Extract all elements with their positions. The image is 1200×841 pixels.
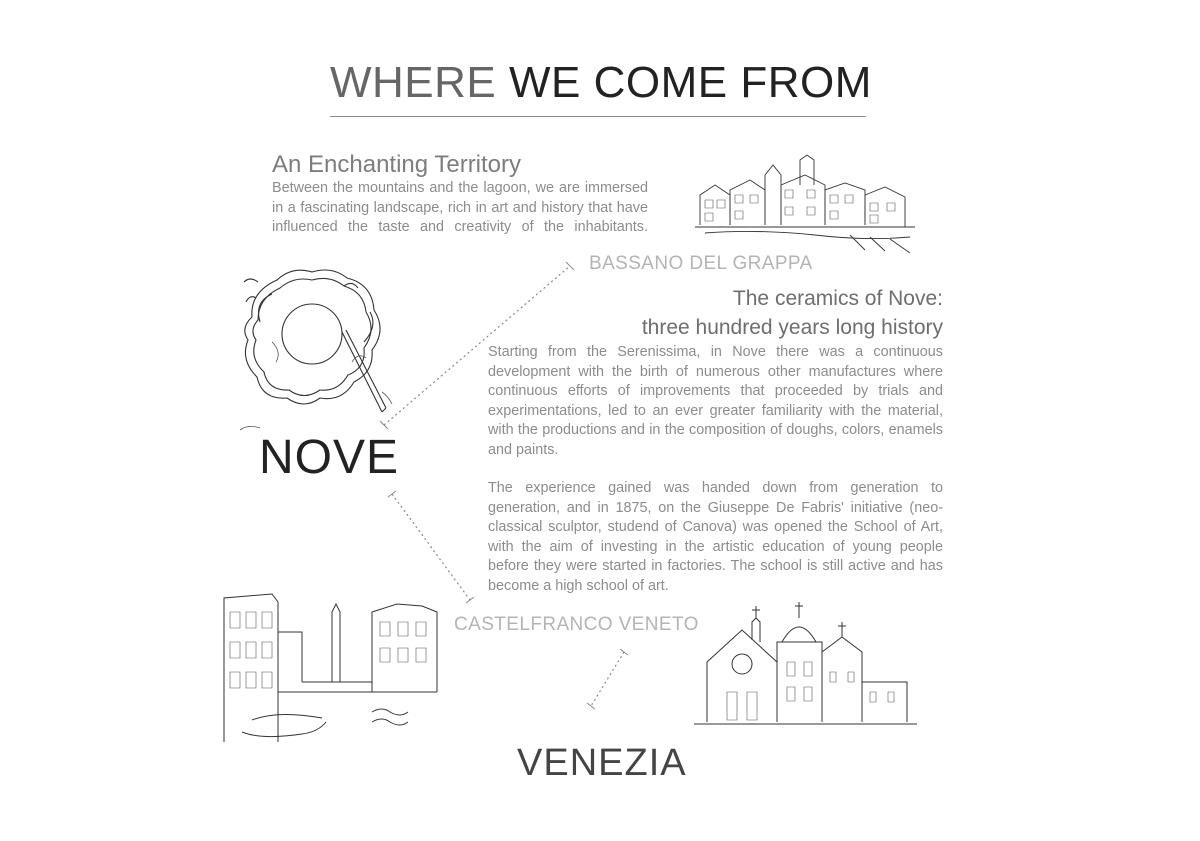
ceramics-heading — [642, 284, 943, 342]
castelfranco-church-sketch — [692, 592, 922, 742]
title-light: WHERE — [330, 58, 497, 107]
label-bassano: BASSANO DEL GRAPPA — [589, 253, 813, 274]
ceramics-heading-line: The ceramics of Nove: — [732, 287, 943, 310]
label-nove: NOVE — [259, 431, 400, 484]
intro-text — [272, 179, 648, 238]
connector-castelfranco-venezia — [591, 652, 624, 706]
intro-line: influenced the taste and creativity of the inhabitants. — [272, 219, 648, 235]
page-title — [330, 58, 872, 108]
intro-line: Between the mountains and the lagoon, we are immersed — [272, 180, 648, 196]
ceramics-paragraph-2: The experience gained was handed down from generation to generation, and in 1875, on the Giuseppe De Fabris' initiative (neo-classical sculptor, studend of Canova) was opened the School of Art, with the aim of investing in the artistic education of young people before they were started in factories. The school is still active and has become a high school of art. — [488, 480, 943, 594]
venice-canal-sketch — [222, 592, 442, 752]
ceramics-heading-line: three hundred years long history — [641, 316, 943, 339]
title-dark: WE COME FROM — [509, 58, 872, 107]
intro-subtitle: An Enchanting Territory — [272, 151, 522, 178]
label-castelfranco: CASTELFRANCO VENETO — [454, 614, 699, 635]
bassano-town-sketch — [695, 155, 925, 255]
connector-nove-castelfranco — [392, 494, 470, 600]
ceramics-paragraph-1: Starting from the Serenissima, in Nove there was a continuous development with the birth of numerous other manufactures where continuous efforts of improvements that proceeded by trials and experimentations, led to an ever greater familiarity with the material, with the productions and in the composition of doughs, colors, enamels and paints. — [488, 344, 943, 458]
ceramic-plate-sketch — [232, 262, 392, 442]
label-venezia: VENEZIA — [517, 742, 687, 784]
title-divider — [330, 116, 866, 117]
intro-line: in a fascinating landscape, rich in art and history that have — [272, 199, 648, 216]
